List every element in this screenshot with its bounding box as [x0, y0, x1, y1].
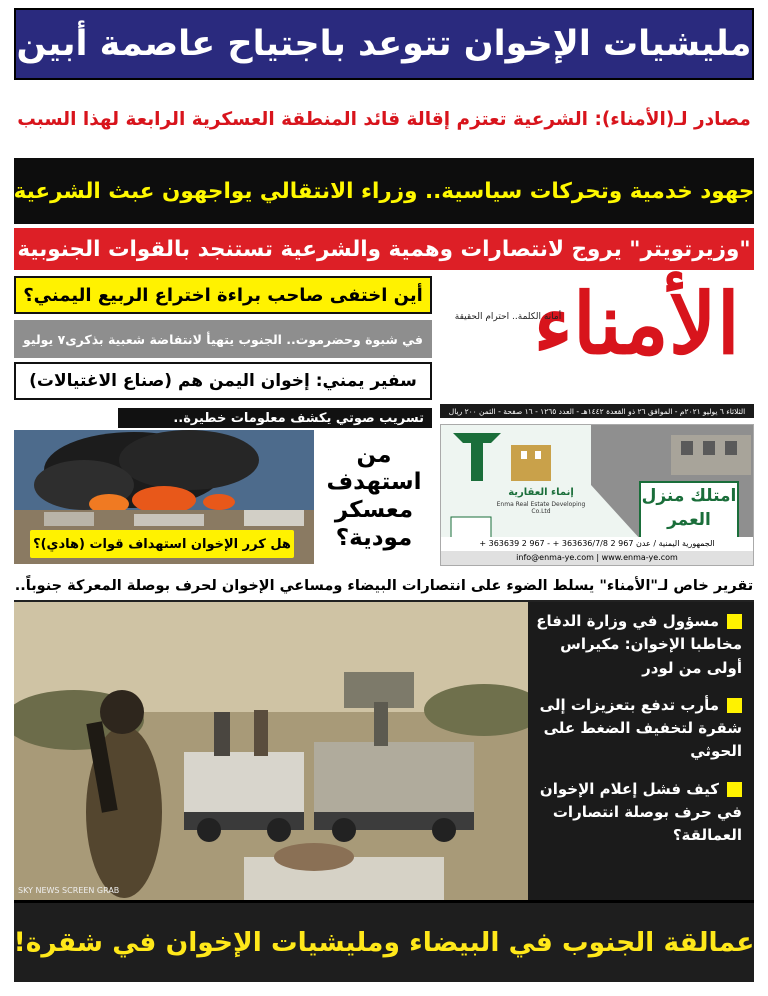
bullet-text-defense: مسؤول في وزارة الدفاع مخاطبا الإخوان: مكيراس أولى من لودر — [536, 612, 742, 677]
side-headline-shabwa: في شبوة وحضرموت.. الجنوب يتهيأ لانتفاضة شعبية بذكرى٧ يوليو — [14, 320, 432, 358]
ad-email-line: info@enma-ye.com | www.enma-ye.com — [441, 551, 753, 565]
bullet-square-icon — [727, 782, 742, 797]
military-convoy-photo — [14, 602, 528, 902]
ad-slogan-line1: امتلك منزل — [641, 486, 737, 506]
bottom-main-headline: عمالقة الجنوب في البيضاء ومليشيات الإخوان في شقرة! — [14, 900, 754, 982]
real-estate-ad — [440, 424, 754, 566]
ad-brand-english: Enma Real Estate Developing Co.Ltd — [496, 501, 586, 515]
bullet-item-defense — [536, 610, 742, 680]
photo-caption-hadi: هل كرر الإخوان استهداف قوات (هادي)؟ — [30, 530, 294, 558]
issue-info-bar: الثلاثاء ٦ يوليو ٢٠٢١م - الموافق ٢٦ ذو القعدة ١٤٤٢هـ - العدد ١٢٦٥ - ١٦ صفحة - الثمن ٢٠٠ ريال — [440, 404, 754, 418]
report-bullets — [528, 602, 754, 902]
bullet-square-icon — [727, 614, 742, 629]
newspaper-logo: الأمناء — [533, 274, 740, 373]
ad-slogan-box — [639, 481, 739, 539]
leak-label: تسريب صوتي يكشف معلومات خطيرة.. — [118, 408, 432, 428]
photo-credit: SKY NEWS SCREEN GRAB — [18, 885, 120, 895]
third-headline: جهود خدمية وتحركات سياسية.. وزراء الانتقالي يواجهون عبث الشرعية — [14, 158, 754, 224]
camp-question-headline: من استهدف معسكر مودية؟ — [316, 430, 432, 564]
main-headline: مليشيات الإخوان تتوعد باجتياح عاصمة أبين — [14, 8, 754, 80]
bullet-text-marib: مأرب تدفع بتعزيزات إلى شقرة لتخفيف الضغط على الحوثي — [539, 695, 742, 761]
special-report-caption: تقرير خاص لـ"الأمناء" يسلط الضوء على انتصارات البيضاء ومساعي الإخوان لحرف بوصلة المعركة جنوباً.. — [14, 572, 754, 602]
bullet-item-media — [536, 778, 742, 848]
masthead — [440, 276, 754, 404]
secondary-headline: مصادر لـ(الأمناء): الشرعية تعتزم إقالة قائد المنطقة العسكرية الرابعة لهذا السبب — [14, 86, 754, 152]
bullet-item-marib — [536, 694, 742, 764]
fourth-headline: "وزيرتويتر" يروج لانتصارات وهمية والشرعية تستنجد بالقوات الجنوبية — [14, 228, 754, 270]
newspaper-slogan: أمانة الكلمة.. احترام الحقيقة — [454, 312, 562, 322]
ad-brand-name: إنماء العقارية — [508, 487, 574, 498]
ad-slogan-line2: العمر — [667, 509, 711, 530]
side-headline-ambassador: سفير يمني: إخوان اليمن هم (صناع الاغتيالات) — [14, 362, 432, 400]
bullet-text-media: كيف فشل إعلام الإخوان في حرف بوصلة انتصارات العمالقة؟ — [539, 779, 742, 844]
side-headline-arab-spring: أين اختفى صاحب براءة اختراع الربيع اليمني؟ — [14, 276, 432, 314]
bullet-square-icon — [727, 698, 742, 713]
ad-phone-line: الجمهورية اليمنية / عدن 967 2 363636/7/8 + - 967 2 363639 + — [441, 537, 753, 551]
